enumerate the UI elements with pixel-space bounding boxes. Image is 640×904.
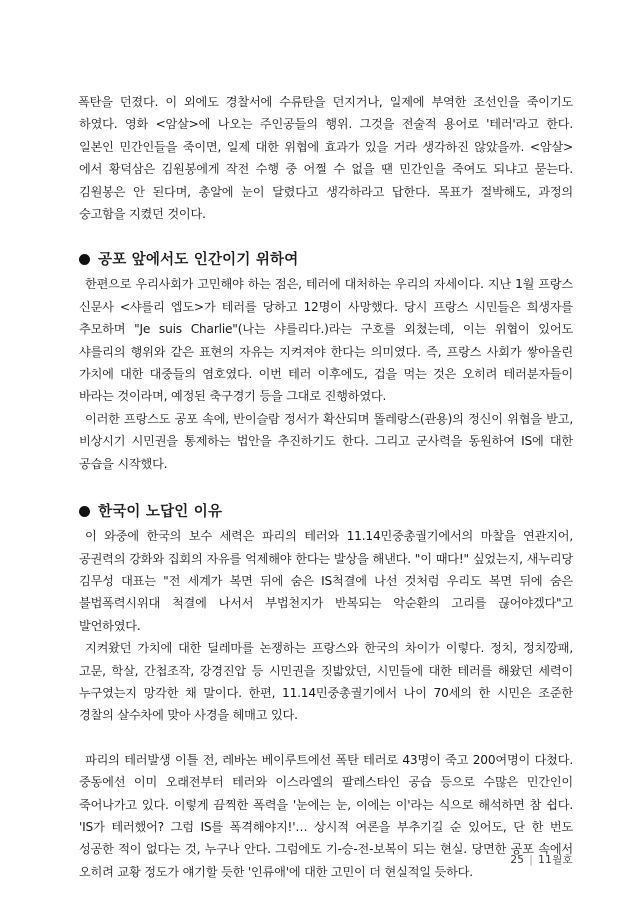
issue-label: 11월호 — [538, 854, 573, 866]
body-paragraph: 파리의 테러발생 이틀 전, 레바논 베이루트에선 폭탄 테러로 43명이 죽고 200여명이 다쳤다. 중동에선 이미 오래전부터 테러와 이스라엘의 팔레스타인 공습 등으로 수많은 민간인이 죽어나가고 있다. 이렇게 끔찍한 폭력을 '눈에는 눈, 이에는 이'라는 식으로 해석하면 참 쉽다. 'IS가 테러했어? 그럼 IS를 폭격해야지!'… 상시적 여론을 부추기길 순 있어도, 단 한 번도 성공한 적이 없다는 것, 누구나 안다. 그럼에도 기-승-전-보복이 되는 현실. 당면한 공포 속에서 오히려 교황 정도가 얘기할 듯한 '인류애'에 대한 고민이 더 현실적일 듯하다. — [79, 752, 573, 879]
article-body — [79, 91, 573, 883]
bullet-icon — [79, 254, 90, 265]
section-heading-fear — [79, 247, 573, 273]
bullet-icon — [79, 506, 90, 517]
body-paragraph: 이러한 프랑스도 공포 속에, 반이슬람 정서가 확산되며 똘레랑스(관용)의 정신이 위협을 받고, 비상시기 시민권을 통제하는 법안을 추진하기도 한다. 그리고 군사력을 동원하여 IS에 대한 공습을 시작했다. — [79, 411, 573, 471]
section-heading-text: 한국이 노답인 이유 — [98, 504, 223, 521]
footer-separator: | — [529, 854, 534, 866]
section-heading-text: 공포 앞에서도 인간이기 위하여 — [98, 252, 299, 269]
body-paragraph: 한편으로 우리사회가 고민해야 하는 점은, 테러에 대처하는 우리의 자세이다. 지난 1월 프랑스 신문사 <샤를리 엡도>가 테러를 당하고 12명이 사망했다. 당시 프랑스 시민들은 희생자를 추모하며 "Je suis Charlie"(나는 샤를리다.)라는 구호를 외쳤는데, 이는 위협이 있어도 샤를리의 행위와 같은 표현의 자유는 지켜져야 한다는 의미였다. 즉, 프랑스 사회가 쌓아올린 가치에 대한 대중들의 염호였다. 이번 테러 이후에도, 겁을 먹는 것은 오히려 테러분자들이 바라는 것이라며, 예정된 축구경기 등을 그대로 진행하였다. — [79, 277, 573, 404]
intro-paragraph: 폭탄을 던졌다. 이 외에도 경찰서에 수류탄을 던지거나, 일제에 부역한 조선인을 죽이기도 하였다. 영화 <암살>에 나오는 주인공들의 행위. 그것을 전술적 용어로 '테러'라고 한다. 일본인 민간인들을 죽이면, 일제 대한 위협에 효과가 있을 거라 생각하진 않았을까. <암살>에서 황덕삼은 김원봉에게 작전 수행 중 어쩔 수 없을 땐 민간인을 죽여도 되냐고 묻는다. 김원봉은 안 된다며, 총알에 눈이 달렸다고 생각하라고 답한다. 목표가 절박해도, 과정의 숭고함을 지켰던 것이다. — [78, 95, 573, 222]
section-heading-korea — [79, 499, 573, 525]
page-footer — [460, 852, 573, 867]
body-paragraph: 지켜왔던 가치에 대한 딜레마를 논쟁하는 프랑스와 한국의 차이가 이렇다. 정치, 정치깡패, 고문, 학살, 간첩조작, 강경진압 등 시민권을 짓밟았던, 시민들에 대한 테러를 해왔던 세력이 누구였는지 망각한 채 말이다. 한편, 11.14민중총궐기에서 나이 70세의 한 시민은 조준한 경찰의 살수차에 맞아 사경을 헤매고 있다. — [79, 641, 573, 723]
body-paragraph: 이 와중에 한국의 보수 세력은 파리의 테러와 11.14민중총궐기에서의 마찰을 연관지어, 공권력의 강화와 집회의 자유를 억제해야 한다는 발상을 해낸다. "이 때다!" 싶었는지, 새누리당 김무성 대표는 "전 세계가 복면 뒤에 숨은 IS척결에 나선 것처럼 우리도 복면 뒤에 숨은 불법폭력시위대 척결에 나서서 부법천지가 반복되는 악순환의 고리를 끊어야겠다"고 발언하였다. — [79, 529, 573, 633]
page-number: 25 — [510, 854, 525, 866]
